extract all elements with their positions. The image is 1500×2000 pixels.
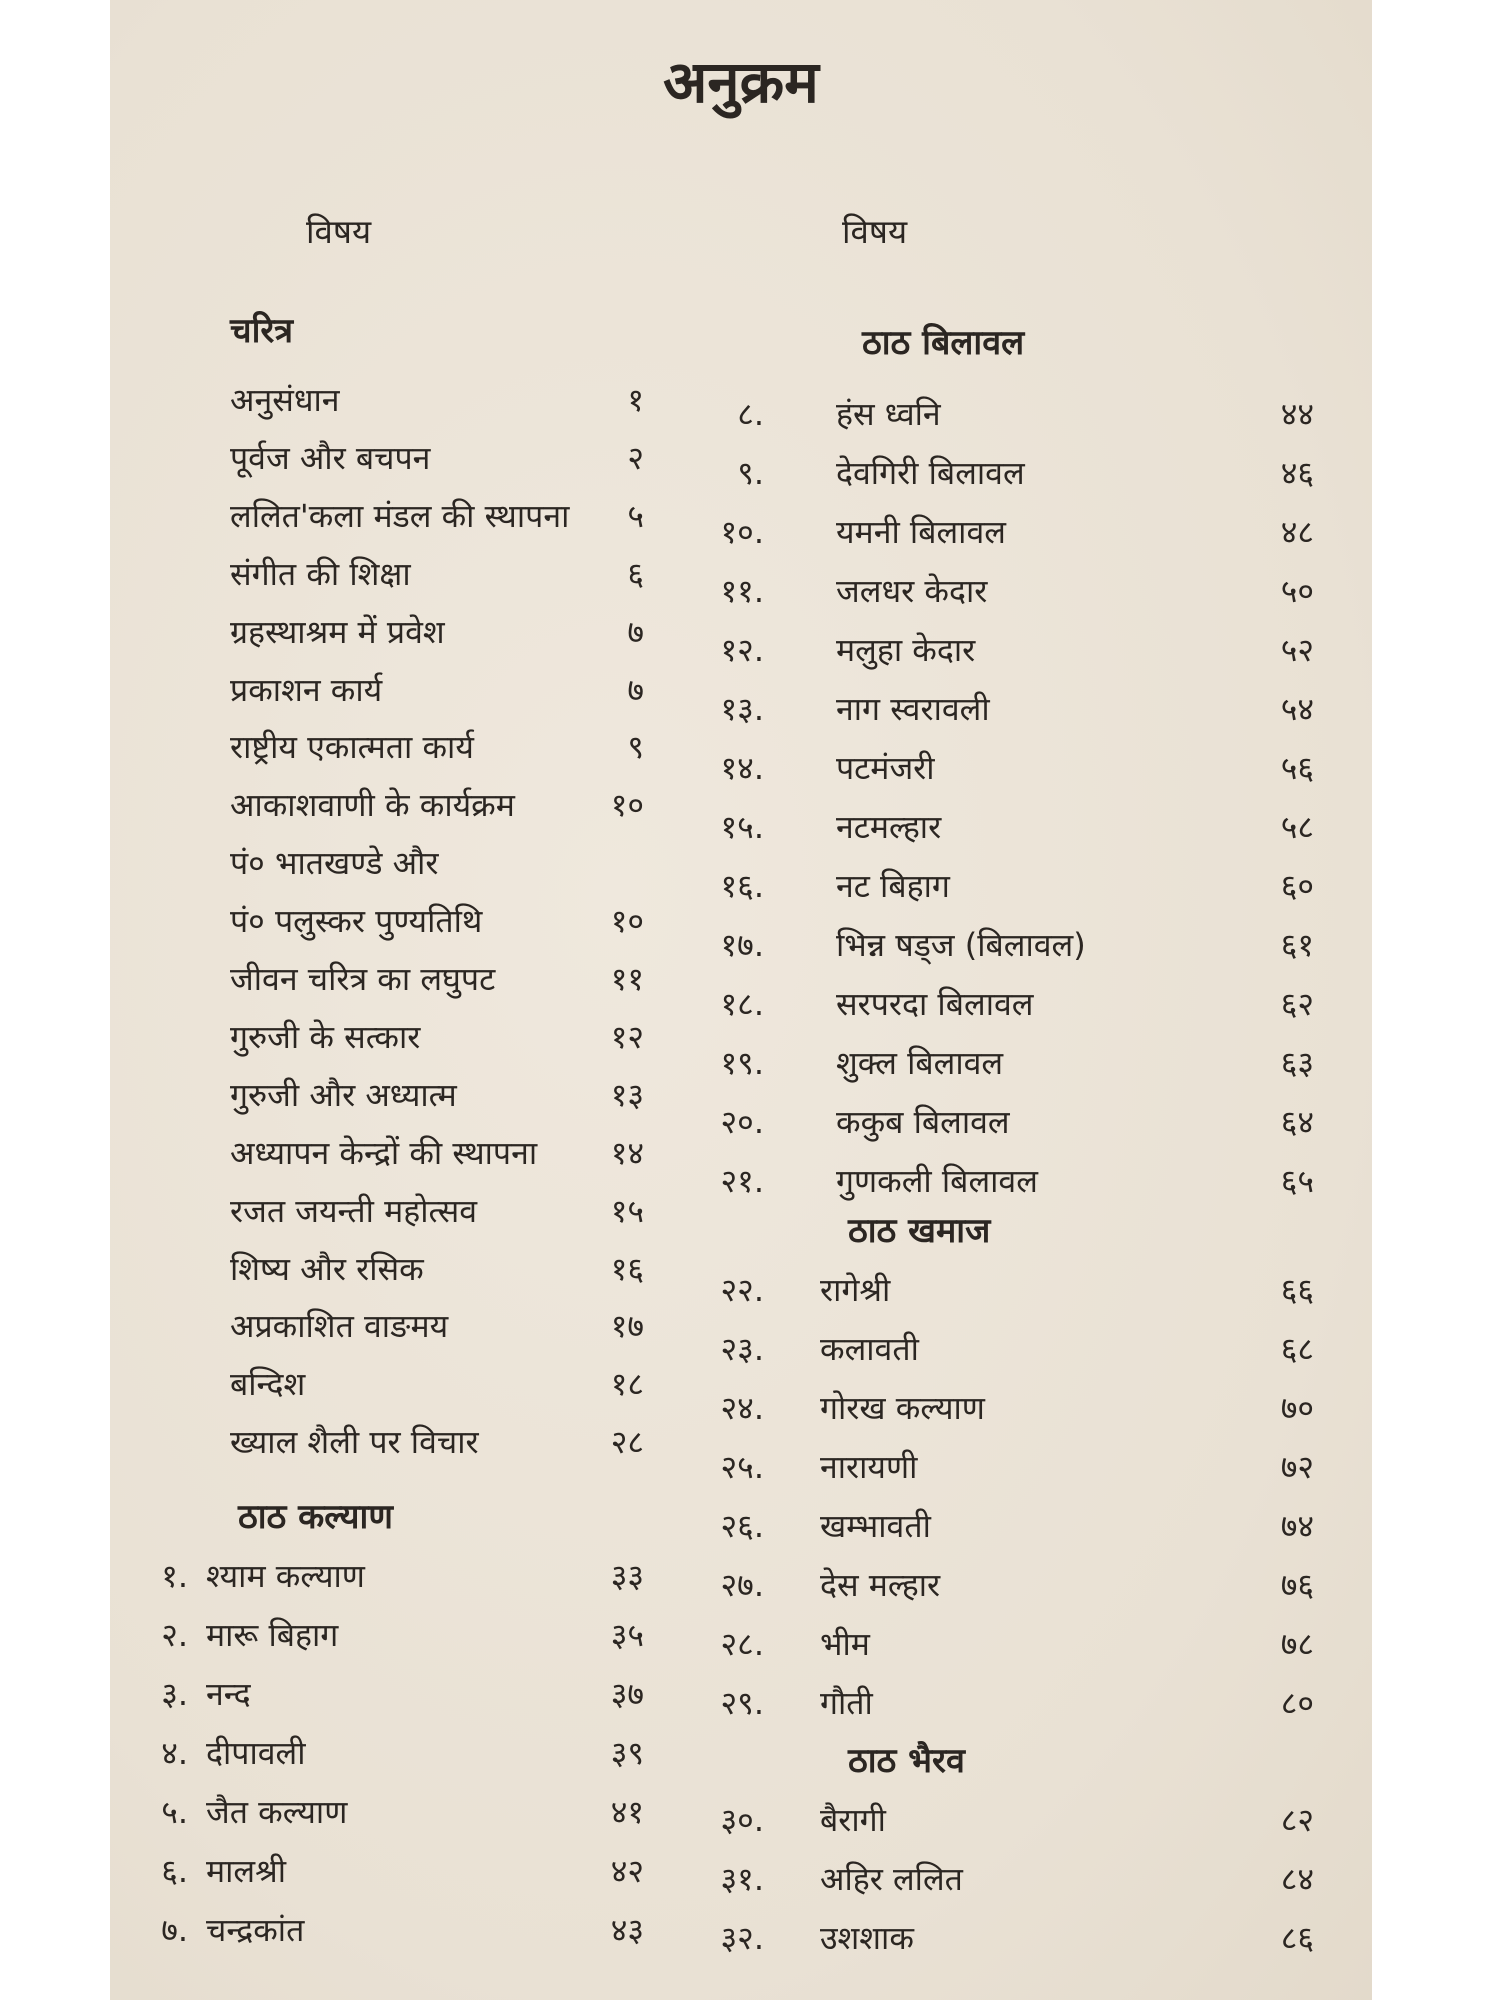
toc-row xyxy=(110,744,1372,792)
toc-row-topic: बन्दिश xyxy=(230,1365,306,1403)
toc-row-topic: जलधर केदार xyxy=(836,572,988,610)
toc-row xyxy=(110,1914,1372,1962)
toc-row-number: ३०. xyxy=(720,1801,764,1839)
toc-row-number: २७. xyxy=(720,1566,764,1604)
toc-row-topic: गुणकली बिलावल xyxy=(836,1162,1038,1200)
toc-row-page-number: ८२ xyxy=(1280,1801,1314,1839)
toc-row-page-number: १२ xyxy=(610,1018,644,1056)
toc-row-topic: ग्रहस्थाश्रम में प्रवेश xyxy=(230,613,445,651)
section-heading-khamaj: ठाठ खमाज xyxy=(848,1211,991,1251)
toc-row-page-number: १४ xyxy=(610,1134,644,1172)
toc-row-topic: आकाशवाणी के कार्यक्रम xyxy=(230,786,515,824)
toc-row-topic: उशशाक xyxy=(820,1919,914,1957)
toc-row-page-number: ७ xyxy=(627,671,644,709)
toc-row-number: ३२. xyxy=(720,1919,764,1957)
toc-row-number: १९. xyxy=(720,1044,764,1082)
toc-row-page-number: ७८ xyxy=(1280,1625,1314,1663)
section-heading-bilaval: ठाठ बिलावल xyxy=(862,323,1025,363)
toc-row-topic: दीपावली xyxy=(206,1734,306,1772)
toc-row-page-number: ६३ xyxy=(1280,1044,1314,1082)
toc-row-page-number: ४६ xyxy=(1280,454,1314,492)
toc-row-topic: भीम xyxy=(820,1625,870,1663)
toc-row xyxy=(110,862,1372,910)
toc-row-topic: नटमल्हार xyxy=(836,808,942,846)
toc-row-page-number: ६२ xyxy=(1280,985,1314,1023)
toc-row-page-number: ७४ xyxy=(1280,1507,1314,1545)
toc-row-page-number: २८ xyxy=(610,1423,644,1461)
toc-row-topic: नन्द xyxy=(206,1675,251,1713)
toc-row-page-number: ६१ xyxy=(1280,926,1314,964)
toc-row xyxy=(110,508,1372,556)
toc-row-number: २०. xyxy=(720,1103,764,1141)
toc-row-page-number: ६ xyxy=(627,555,644,593)
right-column-header: विषय xyxy=(842,212,908,251)
toc-row-number: २४. xyxy=(720,1389,764,1427)
left-column-header: विषय xyxy=(306,212,372,251)
toc-row-topic: पूर्वज और बचपन xyxy=(230,439,431,477)
toc-row-number: २९. xyxy=(720,1684,764,1722)
toc-row-topic: नट बिहाग xyxy=(836,867,950,905)
section-heading-kalyan: ठाठ कल्याण xyxy=(238,1497,393,1537)
toc-row xyxy=(110,921,1372,969)
toc-row-number: ८. xyxy=(737,395,764,433)
toc-row xyxy=(110,685,1372,733)
toc-row-page-number: ८४ xyxy=(1280,1860,1314,1898)
toc-row-topic: अनुसंधान xyxy=(230,381,340,419)
toc-row-page-number: ३५ xyxy=(610,1616,644,1654)
toc-row-number: १३. xyxy=(720,690,764,728)
toc-row-number: ३. xyxy=(161,1675,188,1713)
toc-row xyxy=(110,1157,1372,1205)
toc-row-topic: कलावती xyxy=(820,1330,919,1368)
toc-row-number: ६. xyxy=(161,1852,188,1890)
toc-row-topic: ललित'कला मंडल की स्थापना xyxy=(230,497,570,535)
toc-row-topic: पं० भातखण्डे और xyxy=(230,844,439,882)
toc-row-number: १५. xyxy=(720,808,764,846)
toc-row xyxy=(110,1729,1372,1777)
toc-row-topic: अध्यापन केन्द्रों की स्थापना xyxy=(230,1134,538,1172)
toc-row xyxy=(110,1098,1372,1146)
toc-row-number: २१. xyxy=(720,1162,764,1200)
toc-row-topic: देस मल्हार xyxy=(820,1566,941,1604)
toc-row xyxy=(110,1266,1372,1314)
toc-row xyxy=(110,1796,1372,1844)
toc-row-topic: गुरुजी के सत्कार xyxy=(230,1018,421,1056)
toc-row-topic: अहिर ललित xyxy=(820,1860,963,1898)
section-heading-charitra: चरित्र xyxy=(230,311,294,351)
toc-row xyxy=(110,980,1372,1028)
toc-row-page-number: ३९ xyxy=(610,1734,644,1772)
toc-row-number: २८. xyxy=(720,1625,764,1663)
toc-row-topic: प्रकाशन कार्य xyxy=(230,671,383,709)
toc-row-topic: नारायणी xyxy=(820,1448,918,1486)
toc-row-number: १७. xyxy=(720,926,764,964)
toc-row-topic: हंस ध्वनि xyxy=(836,395,941,433)
toc-row-number: ९. xyxy=(737,454,764,492)
toc-row xyxy=(110,1443,1372,1491)
toc-row-page-number: १७ xyxy=(610,1307,644,1345)
toc-row-topic: खम्भावती xyxy=(820,1507,931,1545)
toc-row-number: १८. xyxy=(720,985,764,1023)
toc-row-page-number: ७ xyxy=(627,613,644,651)
toc-row-number: ५. xyxy=(161,1793,188,1831)
toc-row-page-number: ५८ xyxy=(1280,808,1314,846)
toc-row-number: ३१. xyxy=(720,1860,764,1898)
toc-row xyxy=(110,1561,1372,1609)
toc-row-topic: रजत जयन्ती महोत्सव xyxy=(230,1192,478,1230)
toc-row-number: १०. xyxy=(720,513,764,551)
toc-row-number: ४. xyxy=(161,1734,188,1772)
toc-row-page-number: १० xyxy=(610,786,644,824)
toc-row-page-number: ५६ xyxy=(1280,749,1314,787)
toc-row-page-number: ४२ xyxy=(610,1852,644,1890)
toc-row-page-number: ७० xyxy=(1280,1389,1314,1427)
page-title: अनुक्रम xyxy=(663,48,819,116)
toc-row-topic: देवगिरी बिलावल xyxy=(836,454,1025,492)
toc-row xyxy=(110,567,1372,615)
toc-row-number: ११. xyxy=(720,572,764,610)
toc-row-page-number: १ xyxy=(627,381,644,419)
toc-row-topic: रागेश्री xyxy=(820,1271,891,1309)
toc-row xyxy=(110,1325,1372,1373)
toc-row-topic: ख्याल शैली पर विचार xyxy=(230,1423,479,1461)
toc-row-topic: नाग स्वरावली xyxy=(836,690,990,728)
toc-row-topic: राष्ट्रीय एकात्मता कार्य xyxy=(230,728,474,766)
toc-row-page-number: १६ xyxy=(610,1250,644,1288)
toc-row-page-number: ४४ xyxy=(1280,395,1314,433)
toc-row-topic: श्याम कल्याण xyxy=(206,1557,365,1595)
toc-row-number: २२. xyxy=(720,1271,764,1309)
toc-row xyxy=(110,1502,1372,1550)
toc-row-topic: गौती xyxy=(820,1684,873,1722)
toc-row-page-number: ६४ xyxy=(1280,1103,1314,1141)
toc-row-page-number: ६६ xyxy=(1280,1271,1314,1309)
toc-row-topic: पं० पलुस्कर पुण्यतिथि xyxy=(230,902,483,940)
toc-row-number: १६. xyxy=(720,867,764,905)
toc-row-topic: ककुब बिलावल xyxy=(836,1103,1010,1141)
toc-row-number: २५. xyxy=(720,1448,764,1486)
toc-row-page-number: २ xyxy=(627,439,644,477)
toc-row-page-number: ६८ xyxy=(1280,1330,1314,1368)
toc-row-page-number: १० xyxy=(610,902,644,940)
toc-row-page-number: ६० xyxy=(1280,867,1314,905)
toc-row-page-number: ५४ xyxy=(1280,690,1314,728)
toc-row xyxy=(110,1855,1372,1903)
toc-row-topic: बैरागी xyxy=(820,1801,886,1839)
toc-row-topic: गोरख कल्याण xyxy=(820,1389,985,1427)
toc-row-number: २. xyxy=(161,1616,188,1654)
book-page xyxy=(110,0,1372,2000)
toc-row-number: २३. xyxy=(720,1330,764,1368)
toc-row xyxy=(110,1679,1372,1727)
toc-row-page-number: ५ xyxy=(627,497,644,535)
toc-row xyxy=(110,1039,1372,1087)
toc-row-number: १४. xyxy=(720,749,764,787)
toc-row xyxy=(110,1620,1372,1668)
toc-row xyxy=(110,803,1372,851)
toc-row xyxy=(110,626,1372,674)
toc-row-number: २६. xyxy=(720,1507,764,1545)
toc-row-page-number: १५ xyxy=(610,1192,644,1230)
toc-row-topic: अप्रकाशित वाङमय xyxy=(230,1307,449,1345)
toc-row-page-number: ८६ xyxy=(1280,1919,1314,1957)
toc-row-page-number: १३ xyxy=(610,1076,644,1114)
toc-row-topic: सरपरदा बिलावल xyxy=(836,985,1034,1023)
toc-row-topic: जीवन चरित्र का लघुपट xyxy=(230,960,496,998)
toc-row xyxy=(110,1384,1372,1432)
toc-row-page-number: ४८ xyxy=(1280,513,1314,551)
toc-row-topic: मलुहा केदार xyxy=(836,631,976,669)
toc-row-page-number: ५० xyxy=(1280,572,1314,610)
section-heading-bhairav: ठाठ भैरव xyxy=(848,1741,965,1781)
toc-row-page-number: ७२ xyxy=(1280,1448,1314,1486)
toc-row xyxy=(110,390,1372,438)
toc-row-page-number: ११ xyxy=(610,960,644,998)
toc-row-page-number: ६५ xyxy=(1280,1162,1314,1200)
toc-row-topic: भिन्न षड्ज (बिलावल) xyxy=(836,926,1086,964)
toc-row-page-number: ४१ xyxy=(610,1793,644,1831)
toc-row-page-number: १८ xyxy=(610,1365,644,1403)
toc-row-page-number: ३७ xyxy=(610,1675,644,1713)
toc-row-page-number: ८० xyxy=(1280,1684,1314,1722)
toc-row-topic: जैत कल्याण xyxy=(206,1793,348,1831)
toc-row-page-number: ४३ xyxy=(610,1911,644,1949)
toc-row-topic: गुरुजी और अध्यात्म xyxy=(230,1076,457,1114)
toc-row-page-number: ९ xyxy=(627,728,644,766)
toc-row xyxy=(110,449,1372,497)
toc-row-topic: संगीत की शिक्षा xyxy=(230,555,411,593)
toc-row-topic: चन्द्रकांत xyxy=(206,1911,305,1949)
toc-row-page-number: ५२ xyxy=(1280,631,1314,669)
toc-row-number: १२. xyxy=(720,631,764,669)
toc-row-topic: मालश्री xyxy=(206,1852,287,1890)
toc-row-topic: शिष्य और रसिक xyxy=(230,1250,424,1288)
toc-row-page-number: ३३ xyxy=(610,1557,644,1595)
toc-row-topic: पटमंजरी xyxy=(836,749,935,787)
toc-row-number: ७. xyxy=(161,1911,188,1949)
toc-row-topic: मारू बिहाग xyxy=(206,1616,339,1654)
toc-row-topic: यमनी बिलावल xyxy=(836,513,1006,551)
toc-row-number: १. xyxy=(161,1557,188,1595)
toc-row-topic: शुक्ल बिलावल xyxy=(836,1044,1004,1082)
toc-row-page-number: ७६ xyxy=(1280,1566,1314,1604)
